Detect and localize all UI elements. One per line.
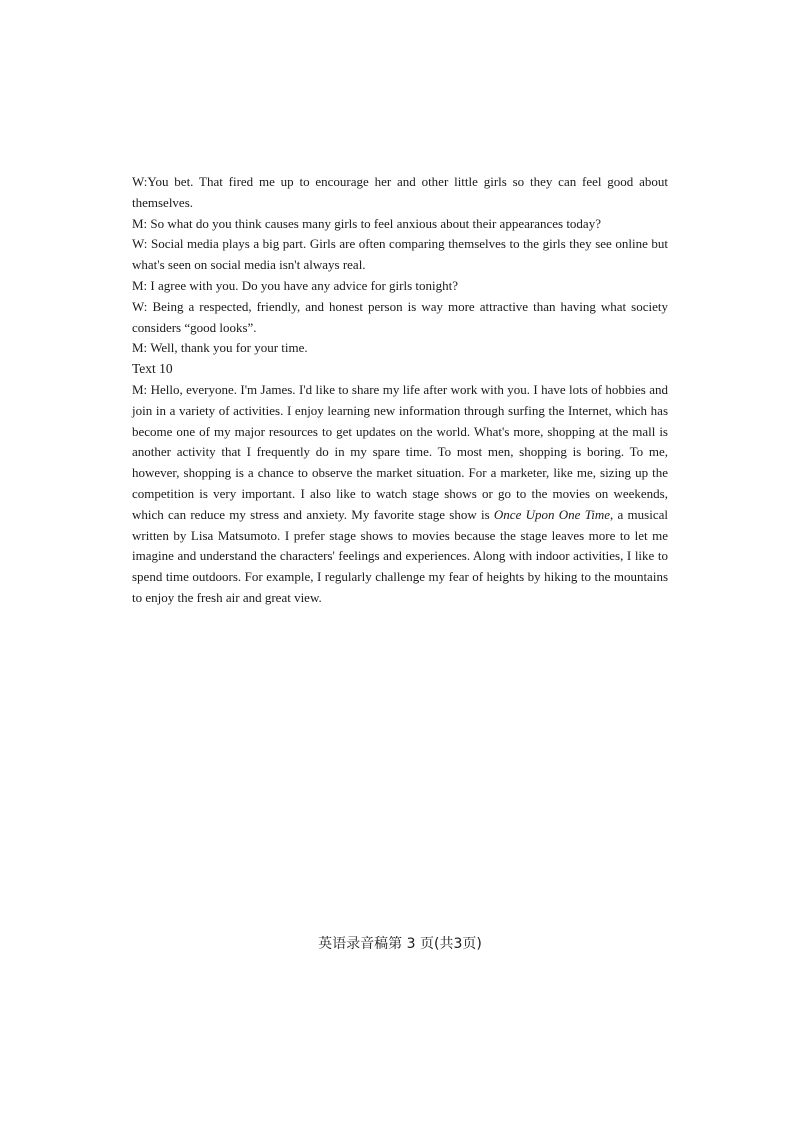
dialogue-text: Being a respected, friendly, and honest person is way more attractive than having what society considers “good looks”. (132, 298, 669, 335)
transcript-body (132, 172, 668, 609)
dialogue-line (132, 338, 668, 359)
dialogue-line (132, 297, 668, 339)
section-heading: Text 10 (132, 361, 173, 377)
dialogue-text: I agree with you. Do you have any advice for girls tonight? (150, 277, 458, 293)
dialogue-text: You bet. That fired me up to encourage her and other little girls so they can feel good about themselves. (132, 174, 668, 210)
show-title: Once Upon One Time (493, 506, 610, 522)
page-footer: 英语录音稿第 3 页(共3页) (318, 936, 482, 952)
dialogue-text: Well, thank you for your time. (150, 340, 308, 356)
dialogue-line (132, 214, 668, 235)
monologue-text-part1: Hello, everyone. I'm James. I'd like to share my life after work with you. I have lots of hobbies and join in a variety of activities. I enjoy learning new information through surfing the Internet, which has become one of my major resources to get updates on the world. What's more, shopping at the mall is another activity that I frequently do in my spare time. To most men, shopping is boring. To me, however, shopping is a chance to observe the market situation. For a marketer, like me, sizing up the competition is very important. I also like to watch stage shows or go to the movies on weekends, which can reduce my stress and anxiety. My favorite stage show is (132, 381, 668, 522)
speaker-label: W: (132, 174, 148, 189)
dialogue-text: Social media plays a big part. Girls are often comparing themselves to the girls they see online but what's seen on social media isn't always real. (132, 236, 669, 273)
speaker-label: M: (132, 215, 148, 231)
speaker-label: M: (132, 340, 148, 356)
dialogue-text: So what do you think causes many girls to feel anxious about their appearances today? (150, 215, 601, 231)
dialogue-line (132, 276, 668, 297)
monologue-paragraph (132, 380, 668, 609)
dialogue-line (132, 172, 668, 214)
dialogue-line (132, 234, 668, 276)
speaker-label: M: (132, 381, 148, 397)
speaker-label: W: (132, 236, 148, 252)
monologue-text-part2: , a musical written by Lisa Matsumoto. I prefer stage shows to movies because the stage leaves more to let me imagine and understand the characters' feelings and experiences. Along with indoor activities, I like to spend time outdoors. For example, I regularly challenge my fear of heights by hiking to the mountains to enjoy the fresh air and great view. (132, 506, 668, 605)
speaker-label: W: (132, 298, 148, 314)
speaker-label: M: (132, 277, 148, 293)
